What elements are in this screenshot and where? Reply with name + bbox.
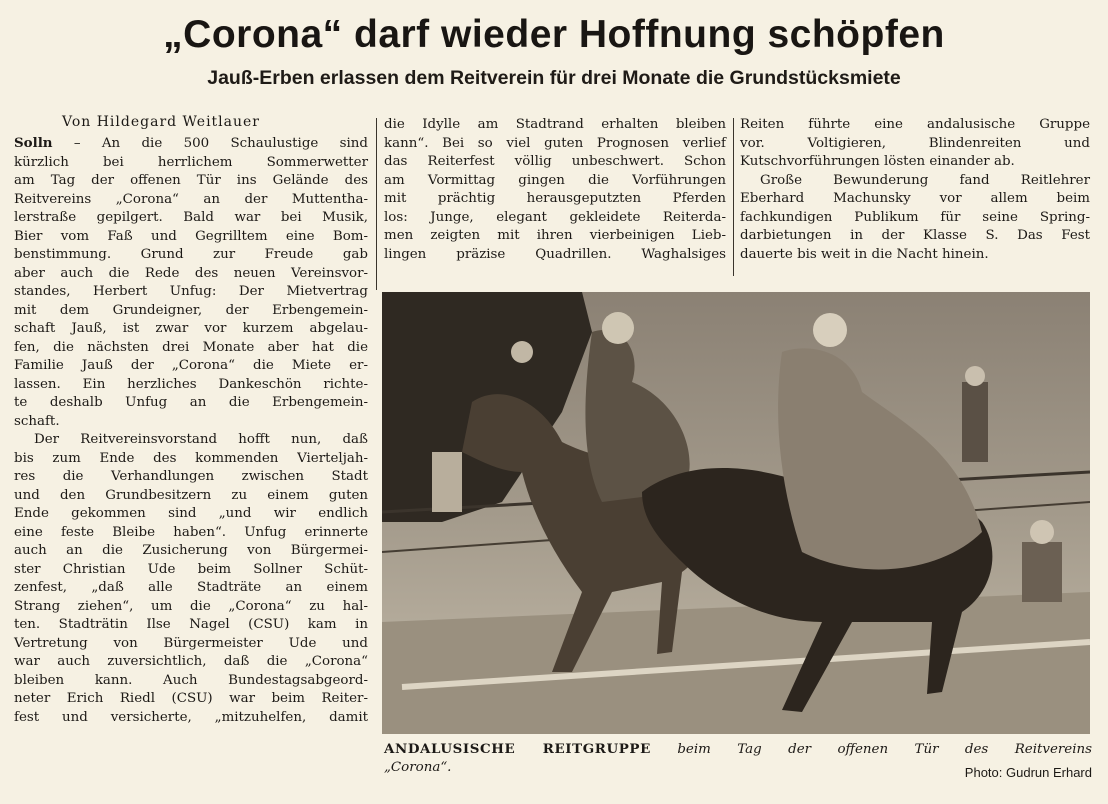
text-line: men zeigten mit ihren vierbeinigen Lieb- — [384, 228, 726, 243]
text-line: vor. Voltigieren, Blindenreiten und — [740, 135, 1090, 151]
text-line: Kutschvorführungen lösten einander ab. — [740, 154, 1015, 169]
article-column-2 — [384, 116, 726, 264]
article-column-1 — [14, 112, 368, 727]
text-line: Solln – An die 500 Schaulustige sind — [14, 135, 368, 151]
spectator-head — [511, 341, 533, 363]
column-divider — [733, 118, 734, 276]
text-line: Große Bewunderung fand Reitlehrer — [760, 172, 1090, 188]
text-line: ten. Stadträtin Ilse Nagel (CSU) kam in — [14, 617, 368, 632]
text-line: lassen. Ein herzliches Dankeschön richte- — [14, 376, 368, 392]
text-line: schaft. — [14, 413, 60, 429]
dateline: Solln — [14, 135, 53, 151]
text-line: Vertretung von Bürgermeister Ude und — [14, 635, 368, 651]
caption-line: „Corona“. — [384, 760, 452, 775]
text-line: am Vormittag gingen die Vorführungen — [384, 172, 726, 188]
text-line: te deshalb Unfug an die Erbengemein- — [14, 395, 368, 410]
caption-rest: beim Tag der offenen Tür des Reitvereins — [650, 742, 1092, 757]
spectator-head — [1030, 520, 1054, 544]
rider-head — [813, 313, 847, 347]
text-line: darbietungen in der Klasse S. Das Fest — [740, 228, 1090, 243]
caption-strong: ANDALUSISCHE REITGRUPPE — [384, 741, 651, 757]
news-photo — [382, 292, 1090, 734]
paragraph-1 — [14, 134, 368, 431]
text-line: Der Reitvereinsvorstand hofft nun, daß — [34, 432, 368, 447]
text-line: Ende gekommen sind „und wir endlich — [14, 506, 368, 521]
text-line: zenfest, „daß alle Stadträte an einem — [14, 580, 368, 595]
text-line: kürzlich bei herrlichem Sommerwetter — [14, 154, 368, 170]
text-line: die Idylle am Stadtrand erhalten bleiben — [384, 117, 726, 132]
text-line: bleiben kann. Auch Bundestagsabgeord- — [14, 672, 368, 688]
article-column-3 — [740, 116, 1090, 264]
headline: „Corona“ darf wieder Hoffnung schöpfen — [163, 13, 945, 56]
column-divider — [376, 118, 377, 290]
photo-credit: Photo: Gudrun Erhard — [964, 765, 1092, 780]
text-line: aber auch die Rede des neuen Vereinsvor- — [14, 265, 368, 281]
text-line: mit dem Grundeigner, der Erbengemein- — [14, 302, 368, 318]
text-line: Reiten führte eine andalusische Gruppe — [740, 117, 1090, 132]
text-line: am Tag der offenen Tür ins Gelände des — [14, 173, 368, 188]
text-line: Strang ziehen“, um die „Corona“ zu hal- — [14, 598, 368, 614]
rider-head — [602, 312, 634, 344]
spectator-shape — [1022, 542, 1062, 602]
text-line: lingen präzise Quadrillen. Waghalsiges — [384, 246, 726, 262]
caption-line — [384, 740, 1092, 759]
text-line: eine feste Bleibe haben“. Unfug erinnerte — [14, 524, 368, 540]
text-line: lerstraße gepilgert. Bald war bei Musik, — [14, 210, 368, 225]
text-line: war auch zuversichtlich, daß die „Corona“ — [14, 654, 368, 669]
text-line: fen, die nächsten drei Monate aber hat die — [14, 339, 368, 355]
spectator-head — [965, 366, 985, 386]
text-line: fest und versicherte, „mitzuhelfen, damit — [14, 709, 368, 725]
riders-photo-illustration — [382, 292, 1090, 734]
text-line: mit prächtig herausgeputzten Pferden — [384, 191, 726, 206]
text-line: schaft Jauß, ist zwar vor kurzem abgelau- — [14, 321, 368, 336]
text-line: Bier vom Faß und Gegrilltem eine Bom- — [14, 228, 368, 244]
spectator-shape — [432, 452, 462, 512]
text-line: los: Junge, elegant gekleidete Reiterda- — [384, 209, 726, 225]
subheadline: Jauß-Erben erlassen dem Reitverein für drei Monate die Grundstücksmiete — [207, 67, 901, 89]
spectator-shape — [962, 382, 988, 462]
paragraph-2 — [14, 431, 368, 727]
text-line: bis zum Ende des kommenden Vierteljah- — [14, 450, 368, 466]
text-line: res die Verhandlungen zwischen Stadt — [14, 469, 368, 484]
text-line: benstimmung. Grund zur Freude gab — [14, 247, 368, 262]
text-line: und den Grundbesitzern zu einem guten — [14, 487, 368, 503]
text-line: Eberhard Machunsky vor allem beim — [740, 191, 1090, 206]
text-line: fachkundigen Publikum für seine Spring- — [740, 209, 1090, 225]
text-line: ster Christian Ude beim Sollner Schüt- — [14, 561, 368, 577]
text-line: dauerte bis weit in die Nacht hinein. — [740, 246, 989, 262]
text-line: kann“. Bei so viel guten Prognosen verlief — [384, 135, 726, 151]
text-line: Familie Jauß der „Corona“ die Miete er- — [14, 358, 368, 373]
text-line: das Reiterfest völlig unbeschwert. Schon — [384, 154, 726, 169]
text-line: standes, Herbert Unfug: Der Mietvertrag — [14, 284, 368, 299]
byline: Von Hildegard Weitlauer — [62, 114, 260, 130]
text-line: neter Erich Riedl (CSU) war beim Reiter- — [14, 691, 368, 706]
text-line: auch an die Zusicherung von Bürgermei- — [14, 543, 368, 558]
text-line: Reitvereins „Corona“ an der Muttentha- — [14, 191, 368, 207]
